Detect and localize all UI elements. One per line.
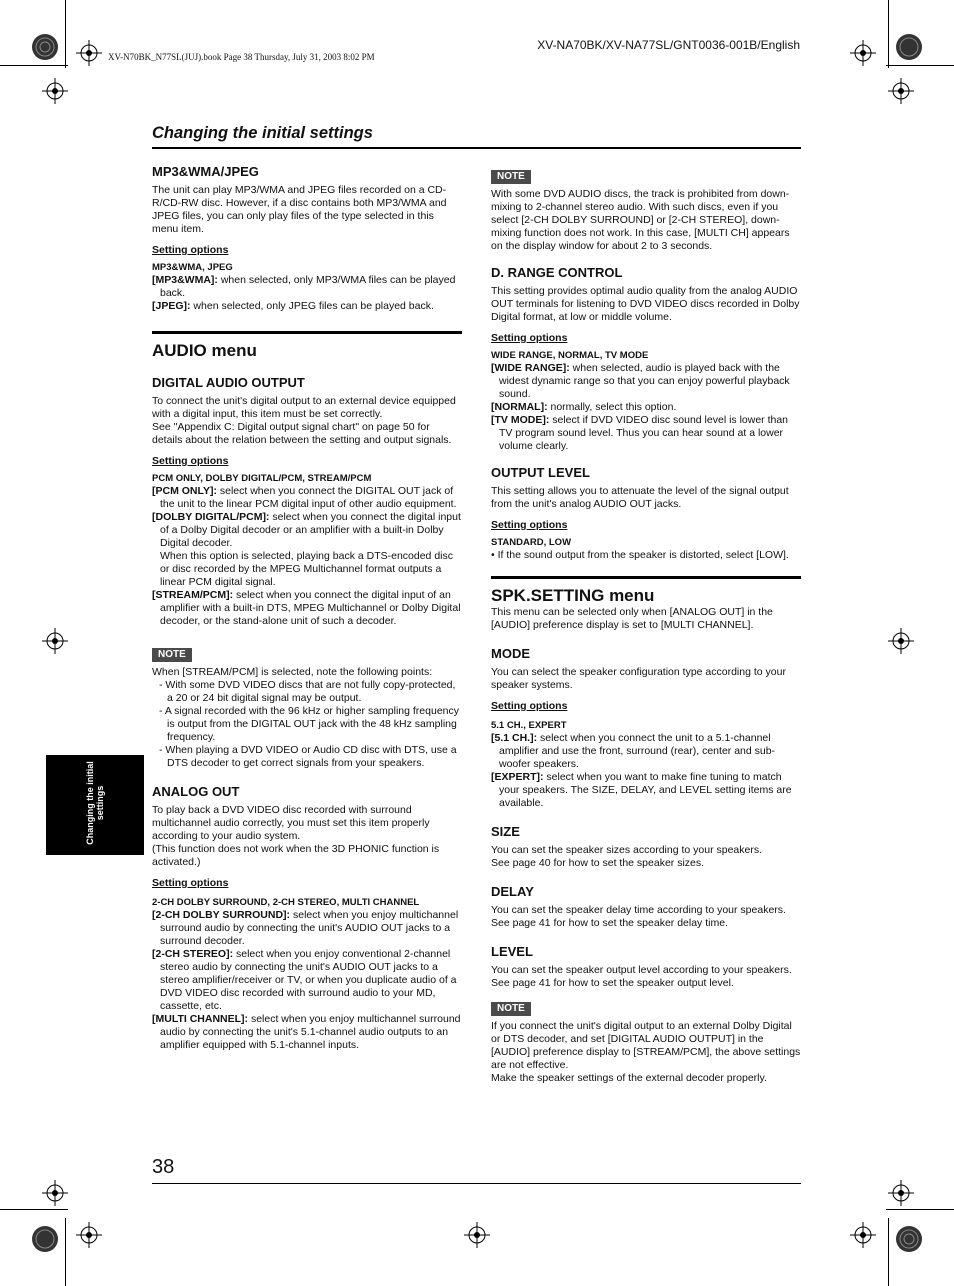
d-range-heading: D. RANGE CONTROL: [491, 265, 623, 280]
size-body: See page 40 for how to set the speaker sizes.: [491, 857, 705, 869]
crosshair-icon: [464, 1222, 490, 1248]
options-list: STANDARD, LOW: [491, 537, 572, 548]
option-item: [2-CH STEREO]: select when you enjoy conventional 2-channel stereo audio by connecting the unit's AUDIO OUT jacks to a stereo amplifier/receiver or TV, or when you duplicate audio of a DVD VIDEO disc recorded with surround audio to your MD, cassette, etc.: [152, 948, 457, 1012]
note-item: - When playing a DVD VIDEO or Audio CD disc with DTS, use a DTS decoder to get correct signals from your speakers.: [159, 744, 457, 769]
page-number: 38: [152, 1156, 175, 1178]
right-column: [491, 170, 801, 1085]
mp3-body: The unit can play MP3/WMA and JPEG files recorded on a CD-R/CD-RW disc. However, if a disc contains both MP3/WMA and JPEG files, you can only play files of the type selected in this menu item.: [152, 184, 447, 235]
note-badge: NOTE: [152, 648, 192, 662]
book-stamp: XV-N70BK_N77SL(JUJ).book Page 38 Thursday, July 31, 2003 8:02 PM: [108, 52, 375, 62]
note-text: Make the speaker settings of the external decoder properly.: [491, 1072, 767, 1084]
delay-body: See page 41 for how to set the speaker delay time.: [491, 917, 728, 929]
bullet-item: • If the sound output from the speaker is distorted, select [LOW].: [491, 549, 789, 561]
analog-out-heading: ANALOG OUT: [152, 784, 240, 799]
setting-options-label: Setting options: [491, 332, 568, 344]
spk-menu-title: SPK.SETTING menu: [491, 586, 655, 605]
menu-rule: [491, 576, 801, 579]
model-number: XV-NA70BK/XV-NA77SL/GNT0036-001B/English: [537, 38, 800, 52]
option-item: [PCM ONLY]: select when you connect the DIGITAL OUT jack of the unit to the linear PCM digital input of other audio equipment.: [152, 485, 457, 510]
option-item: [DOLBY DIGITAL/PCM]: select when you connect the digital input of a Dolby Digital decoder or an amplifier with a built-in Dolby Digital decoder.: [152, 511, 461, 549]
left-column: [152, 164, 462, 1052]
note-intro: When [STREAM/PCM] is selected, note the following points:: [152, 666, 433, 678]
note-item: - A signal recorded with the 96 kHz or higher sampling frequency is output from the DIGITAL OUT jack with the 48 kHz sampling frequency.: [159, 705, 459, 743]
level-body: You can set the speaker output level according to your speakers.: [491, 964, 792, 976]
crosshair-icon: [850, 40, 876, 66]
crosshair-icon: [850, 1222, 876, 1248]
output-level-body: This setting allows you to attenuate the level of the signal output from the unit's analog AUDIO OUT jacks.: [491, 485, 789, 510]
mode-body: You can select the speaker configuration type according to your speaker systems.: [491, 666, 786, 691]
setting-options-label: Setting options: [491, 519, 568, 531]
analog-body: (This function does not work when the 3D PHONIC function is activated.): [152, 843, 440, 868]
options-list: 2-CH DOLBY SURROUND, 2-CH STEREO, MULTI CHANNEL: [152, 897, 420, 908]
crosshair-icon: [42, 78, 68, 104]
level-body: See page 41 for how to set the speaker output level.: [491, 977, 734, 989]
menu-rule: [152, 331, 462, 334]
crosshair-icon: [42, 1180, 68, 1206]
note-text: If you connect the unit's digital output to an external Dolby Digital or DTS decoder, and set [DIGITAL AUDIO OUTPUT] in the [AUDIO] preference display to [STREAM/PCM], the above settings are not effective.: [491, 1020, 801, 1071]
option-item: [2-CH DOLBY SURROUND]: select when you enjoy multichannel surround audio by connecting the unit's AUDIO OUT jacks to a surround decoder.: [152, 909, 459, 947]
spk-body: This menu can be selected only when [ANALOG OUT] in the [AUDIO] preference display is set to [MULTI CHANNEL].: [491, 606, 773, 631]
delay-body: You can set the speaker delay time according to your speakers.: [491, 904, 786, 916]
setting-options-label: Setting options: [491, 700, 568, 712]
size-heading: SIZE: [491, 824, 520, 839]
audio-menu-title: AUDIO menu: [152, 341, 257, 360]
setting-options-label: Setting options: [152, 244, 229, 256]
option-item: [TV MODE]: select if DVD VIDEO disc sound level is lower than TV program sound level. Thus you can hear sound at a lower volume clearly.: [491, 414, 789, 452]
options-list: PCM ONLY, DOLBY DIGITAL/PCM, STREAM/PCM: [152, 473, 372, 484]
setting-options-label: Setting options: [152, 877, 229, 889]
mp3-heading: MP3&WMA/JPEG: [152, 164, 259, 179]
size-body: You can set the speaker sizes according to your speakers.: [491, 844, 763, 856]
crosshair-icon: [888, 78, 914, 104]
delay-heading: DELAY: [491, 884, 534, 899]
note-badge: NOTE: [491, 1002, 531, 1016]
registration-mark-icon: [892, 30, 926, 64]
option-item: [JPEG]: when selected, only JPEG files can be played back.: [152, 300, 434, 312]
option-item: [5.1 CH.]: select when you connect the unit to a 5.1-channel amplifier and use the front, surround (rear), center and sub-woofer speakers.: [491, 732, 776, 770]
bottom-rule: [152, 1183, 801, 1184]
crosshair-icon: [76, 1222, 102, 1248]
digital-output-heading: DIGITAL AUDIO OUTPUT: [152, 375, 305, 390]
note-badge: NOTE: [491, 170, 531, 184]
digital-body: To connect the unit's digital output to an external device equipped with a digital input, this item must be set correctly.: [152, 395, 456, 420]
output-level-heading: OUTPUT LEVEL: [491, 465, 590, 480]
option-item: [EXPERT]: select when you want to make fine tuning to match your speakers. The SIZE, DELAY, and LEVEL setting items are available.: [491, 771, 792, 809]
options-list: 5.1 CH., EXPERT: [491, 720, 567, 731]
options-list: WIDE RANGE, NORMAL, TV MODE: [491, 350, 649, 361]
option-item: [NORMAL]: normally, select this option.: [491, 401, 677, 413]
title-rule: [152, 147, 801, 149]
note-item: - With some DVD VIDEO discs that are not fully copy-protected, a 20 or 24 bit digital signal may be output.: [159, 679, 456, 704]
note-text: With some DVD AUDIO discs, the track is prohibited from down-mixing to 2-channel stereo audio. With such discs, even if you select [2-CH DOLBY SURROUND] or [2-CH STEREO], down-mixing function does not work. In this case, [MULTI CH] appears on the display window for about 2 to 3 seconds.: [491, 188, 790, 252]
side-tab: [46, 755, 144, 855]
d-range-body: This setting provides optimal audio quality from the analog AUDIO OUT terminals for listening to DVD VIDEO discs recorded in Dolby Digital format, at low or middle volume.: [491, 285, 800, 323]
mode-heading: MODE: [491, 646, 530, 661]
digital-body: See "Appendix C: Digital output signal chart" on page 50 for details about the relation between the setting and output signals.: [152, 421, 452, 446]
section-title: Changing the initial settings: [152, 124, 373, 142]
setting-options-label: Setting options: [152, 455, 229, 467]
option-item: [MP3&WMA]: when selected, only MP3/WMA files can be played back.: [152, 274, 456, 299]
option-item: [WIDE RANGE]: when selected, audio is played back with the widest dynamic range so that you can enjoy powerful playback sound.: [491, 362, 790, 400]
registration-mark-icon: [892, 1222, 926, 1256]
option-item: [MULTI CHANNEL]: select when you enjoy multichannel surround audio by connecting the unit's 5.1-channel audio outputs to an amplifier equipped with 5.1-channel inputs.: [152, 1013, 461, 1051]
option-item: [STREAM/PCM]: select when you connect the digital input of an amplifier with a built-in DTS, MPEG Multichannel or Dolby Digital decoder, or the stand-alone unit of such a decoder.: [152, 589, 461, 627]
crosshair-icon: [888, 628, 914, 654]
side-tab-label: Changing the initial settings: [85, 761, 105, 845]
crosshair-icon: [888, 1180, 914, 1206]
options-list: MP3&WMA, JPEG: [152, 262, 233, 273]
registration-mark-icon: [28, 30, 62, 64]
analog-body: To play back a DVD VIDEO disc recorded with surround multichannel audio correctly, you must set this item properly according to your audio system.: [152, 804, 430, 842]
registration-mark-icon: [28, 1222, 62, 1256]
crosshair-icon: [42, 628, 68, 654]
crosshair-icon: [76, 40, 102, 66]
option-continuation: When this option is selected, playing back a DTS-encoded disc or disc recorded by the MPEG Multichannel format outputs a linear PCM digital signal.: [160, 550, 453, 588]
level-heading: LEVEL: [491, 944, 533, 959]
